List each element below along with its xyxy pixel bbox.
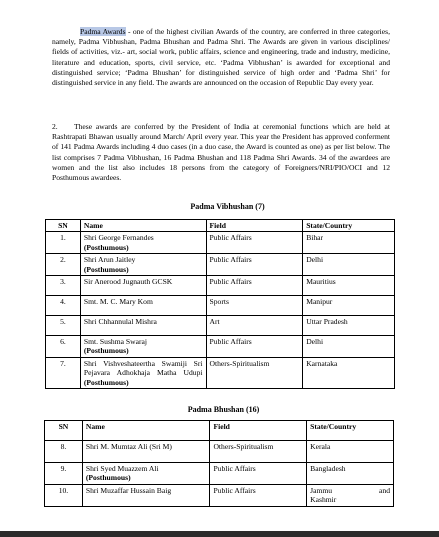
table-row: [46, 276, 395, 296]
state-continuation: Kashmir: [310, 495, 337, 505]
state-word: Jammu: [310, 486, 333, 495]
second-paragraph-text: These awards are conferred by the President of India at ceremonial functions which are held at Rashtrapati Bhawan usually around March/ April every year. This year the President has approved conferment of 141 Padma Awards including 4 duo cases (in a duo case, the Award is counted as one) as per list below. The list comprises 7 Padma Vibhushan, 16 Padma Bhushan and 118 Padma Shri Awards. 34 of the awardees are women and the list also includes 18 persons from the category of Foreigners/NRI/PIO/OCI and 12 Posthumous awardees.: [52, 122, 390, 183]
bottom-bar: [0, 531, 439, 537]
vibhushan-heading: Padma Vibhushan (7): [190, 202, 265, 211]
name-cell: Smt. M. C. Mary Kom: [80, 296, 206, 316]
field-cell: Public Affairs: [210, 485, 307, 507]
posthumous-note: (Posthumous): [83, 264, 129, 274]
highlighted-term: Padma Awards: [80, 27, 126, 36]
name-cell: Shri Chhannulal Mishra: [80, 316, 206, 336]
intro-paragraph: [52, 27, 390, 88]
posthumous-note: (Posthumous): [83, 346, 129, 356]
sn-cell: 2.: [46, 254, 81, 276]
posthumous-note: (Posthumous): [83, 242, 129, 252]
state-cell: [307, 485, 394, 507]
table-row: [45, 485, 394, 507]
state-header: State/Country: [307, 421, 394, 441]
name-cell: [80, 336, 206, 358]
field-cell: Public Affairs: [206, 254, 303, 276]
field-cell: Public Affairs: [206, 232, 303, 254]
awardee-name: Shri George Fernandes: [83, 233, 154, 243]
name-cell: [82, 463, 210, 485]
awardee-name: Smt. Sushma Swaraj: [83, 337, 147, 347]
awardee-name: Shri Syed Muazzem Ali: [85, 464, 159, 473]
state-cell: Kerala: [307, 441, 394, 463]
posthumous-note: (Posthumous): [85, 473, 131, 483]
state-cell: Manipur: [303, 296, 395, 316]
name-header: Name: [80, 220, 206, 232]
intro-text: - one of the highest civilian Awards of the country, are conferred in three categories, namely, Padma Vibhushan, Padma Bhushan and Padma Shri. The Awards are given in various disciplines/ fields of activities, viz.- art, social work, public affairs, science and engineering, trade and industry, medicine, literature and education, sports, civil service, etc. ‘Padma Vibhushan’ is awarded for exceptional and distinguished service; ‘Padma Bhushan’ for distinguished service of high order and ‘Padma Shri’ for distinguished service in any field. The awards are announced on the occasion of Republic Day every year.: [52, 27, 390, 88]
state-cell: Uttar Pradesh: [303, 316, 395, 336]
paragraph-number: 2.: [52, 122, 58, 131]
field-cell: Public Affairs: [210, 463, 307, 485]
bhushan-table: [44, 420, 394, 507]
table-row: [46, 254, 395, 276]
name-cell: Sir Anerood Jugnauth GCSK: [80, 276, 206, 296]
table-row: [46, 316, 395, 336]
table-header-row: [46, 220, 395, 232]
state-conjunction: and: [379, 486, 390, 495]
table-row: [46, 336, 395, 358]
sn-cell: 9.: [45, 463, 83, 485]
name-cell: Shri Muzaffar Hussain Baig: [82, 485, 210, 507]
state-cell: Bangladesh: [307, 463, 394, 485]
field-cell: Others-Spiritualism: [206, 357, 303, 388]
state-cell: Bihar: [303, 232, 395, 254]
field-cell: Sports: [206, 296, 303, 316]
awardee-name: Shri Vishveshateertha Swamiji Sri Pejavara Adhokhaja Matha Udupi: [83, 358, 203, 378]
field-cell: Public Affairs: [206, 276, 303, 296]
name-cell: Shri M. Mumtaz Ali (Sri M): [82, 441, 210, 463]
sn-cell: 4.: [46, 296, 81, 316]
table-header-row: [45, 421, 394, 441]
table-row: [46, 296, 395, 316]
sn-cell: 1.: [46, 232, 81, 254]
state-cell: Karnataka: [303, 357, 395, 388]
state-cell: Delhi: [303, 336, 395, 358]
vibhushan-table: [45, 219, 395, 389]
name-cell: [80, 254, 206, 276]
field-cell: Public Affairs: [206, 336, 303, 358]
state-line: [310, 486, 390, 495]
table-row: [46, 357, 395, 388]
name-header: Name: [82, 421, 210, 441]
field-header: Field: [210, 421, 307, 441]
sn-header: SN: [45, 421, 83, 441]
table-row: [46, 232, 395, 254]
name-cell: [80, 357, 206, 388]
sn-cell: 3.: [46, 276, 81, 296]
field-header: Field: [206, 220, 303, 232]
table-row: [45, 441, 394, 463]
field-cell: Art: [206, 316, 303, 336]
field-cell: Others-Spiritualism: [210, 441, 307, 463]
table-row: [45, 463, 394, 485]
awardee-name: Shri Arun Jaitley: [83, 255, 136, 265]
bhushan-heading: Padma Bhushan (16): [187, 405, 260, 414]
sn-cell: 5.: [46, 316, 81, 336]
posthumous-note: (Posthumous): [83, 377, 129, 387]
state-cell: Delhi: [303, 254, 395, 276]
second-paragraph: [52, 122, 390, 183]
name-cell: [80, 232, 206, 254]
sn-cell: 7.: [46, 357, 81, 388]
state-header: State/Country: [303, 220, 395, 232]
sn-cell: 8.: [45, 441, 83, 463]
sn-cell: 10.: [45, 485, 83, 507]
sn-cell: 6.: [46, 336, 81, 358]
state-cell: Mauritius: [303, 276, 395, 296]
sn-header: SN: [46, 220, 81, 232]
